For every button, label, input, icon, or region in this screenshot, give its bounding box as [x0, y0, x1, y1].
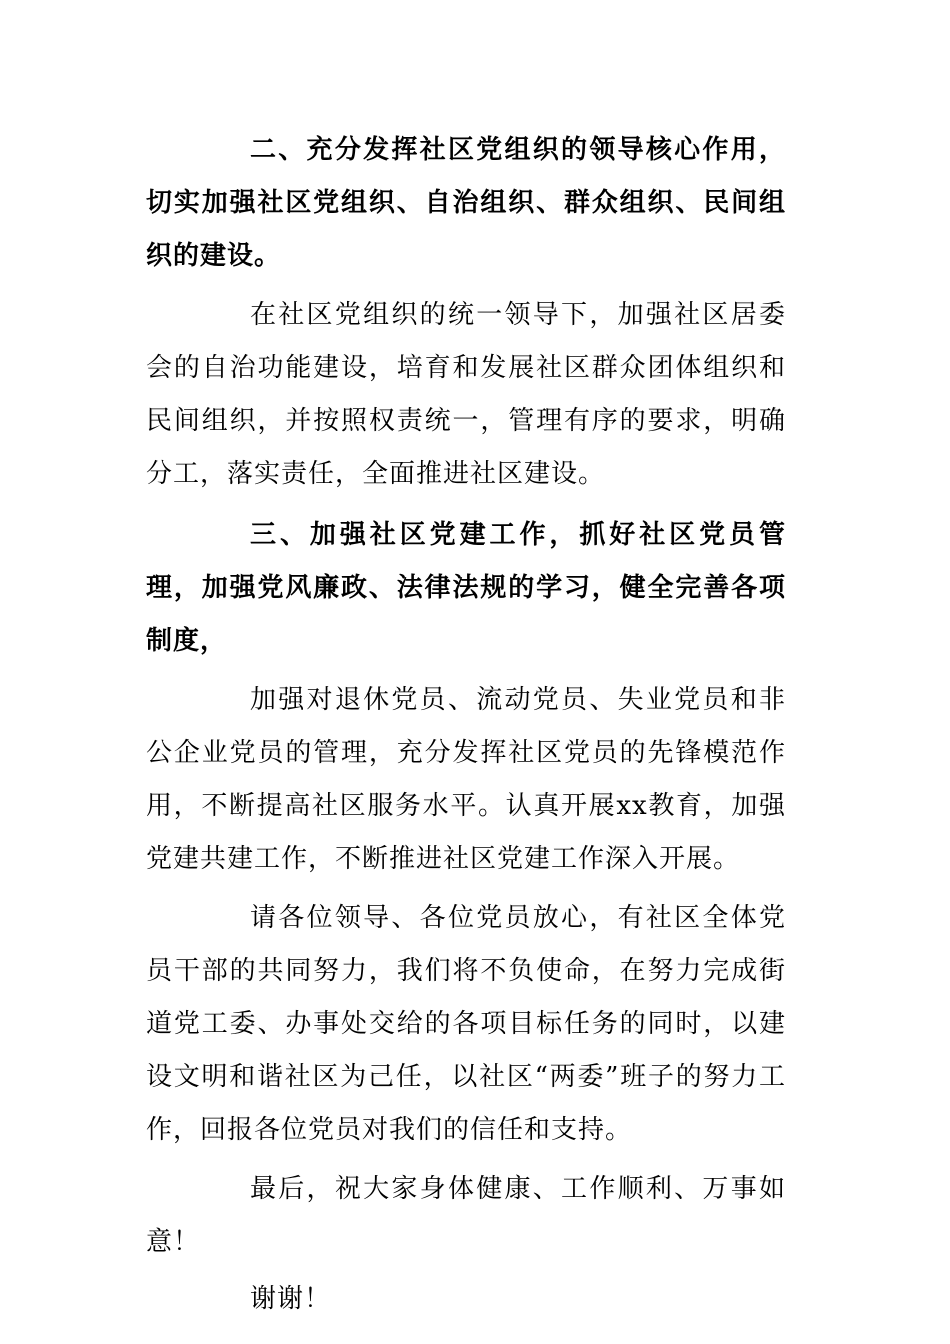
body-paragraph: 请各位领导、各位党员放心，有社区全体党员干部的共同努力，我们将不负使命，在努力完成街道党工委、办事处交给的各项目标任务的同时，以建设文明和谐社区为己任，以社区“两委”班子的努力工作，回报各位党员对我们的信任和支持。: [146, 903, 786, 1145]
section-heading-2: 二、充分发挥社区党组织的领导核心作用，切实加强社区党组织、自治组织、群众组织、民间组织的建设。: [146, 135, 786, 271]
body-paragraph: 在社区党组织的统一领导下，加强社区居委会的自治功能建设，培育和发展社区群众团体组织和民间组织，并按照权责统一，管理有序的要求，明确分工，落实责任，全面推进社区建设。: [146, 300, 786, 489]
closing-thanks: 谢谢！: [250, 1284, 332, 1314]
section-heading-3: 三、加强社区党建工作，抓好社区党员管理，加强党风廉政、法律法规的学习，健全完善各项制度，: [146, 520, 786, 656]
body-paragraph: 加强对退休党员、流动党员、失业党员和非公企业党员的管理，充分发挥社区党员的先锋模范作用，不断提高社区服务水平。认真开展xx教育，加强党建共建工作，不断推进社区党建工作深入开展。: [146, 685, 786, 874]
document-body: [146, 124, 786, 1326]
closing-wishes: 最后，祝大家身体健康、工作顺利、万事如意！: [146, 1174, 786, 1257]
